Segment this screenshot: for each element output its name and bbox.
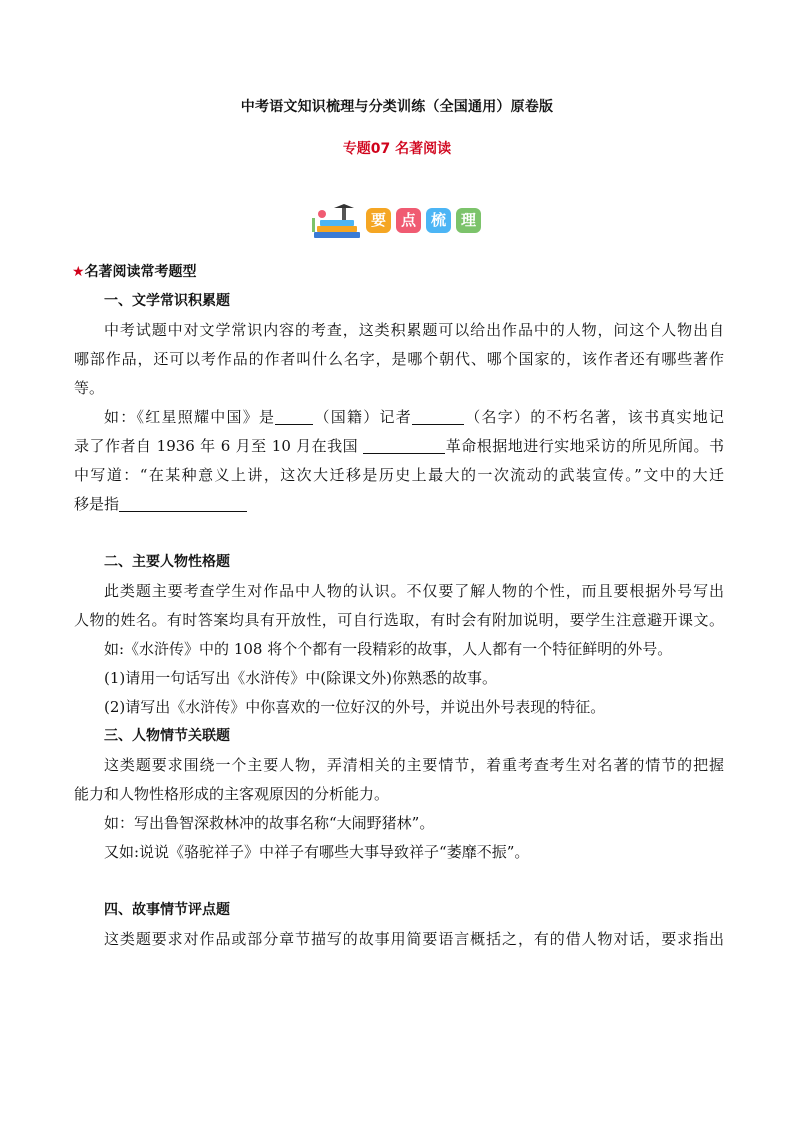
question-line: (1)请用一句话写出《水浒传》中(除课文外)你熟悉的故事。 xyxy=(104,669,497,687)
banner-char-2: 点 xyxy=(396,208,421,233)
example-line: 又如:说说《骆驼祥子》中祥子有哪些大事导致祥子“萎靡不振”。 xyxy=(104,843,530,861)
heading-character-personality: 二、主要人物性格题 xyxy=(104,554,230,570)
paragraph-line: 此类题主要考查学生对作品中人物的认识。不仅要了解人物的个性，而且要根据外号写出 xyxy=(104,582,724,600)
books-illustration-icon xyxy=(312,204,366,240)
document-body xyxy=(74,258,724,954)
example-line: 移是指 xyxy=(74,490,724,519)
example-line: 中写道：“在某种意义上讲，这次大迁移是历史上最大的一次流动的武装宣传。”文中的大迁 xyxy=(74,466,724,484)
answer-blank[interactable] xyxy=(363,437,445,454)
answer-blank[interactable] xyxy=(119,495,247,512)
document-title: 中考语文知识梳理与分类训练（全国通用）原卷版 xyxy=(240,99,554,115)
question-line: (2)请写出《水浒传》中你喜欢的一位好汉的外号，并说出外号表现的特征。 xyxy=(104,698,606,716)
answer-blank[interactable] xyxy=(275,408,313,425)
example-line: 如：写出鲁智深救林冲的故事名称“大闹野猪林”。 xyxy=(104,814,435,832)
paragraph-line: 中考试题中对文学常识内容的考查，这类积累题可以给出作品中的人物，问这个人物出自 xyxy=(104,321,724,339)
banner-char-4: 理 xyxy=(456,208,481,233)
star-icon: ★ xyxy=(72,264,85,280)
heading-character-plot: 三、人物情节关联题 xyxy=(104,728,230,744)
example-line: 录了作者自 1936 年 6 月至 10 月在我国 革命根据地进行实地采访的所见所闻。书 xyxy=(74,437,724,455)
banner-char-1: 要 xyxy=(366,208,391,233)
section-title: ★名著阅读常考题型 xyxy=(72,264,197,280)
banner-chars xyxy=(366,208,481,233)
paragraph-line: 哪部作品，还可以考作品的作者叫什么名字，是哪个朝代、哪个国家的，该作者还有哪些著作 xyxy=(74,350,724,368)
paragraph-line: 等。 xyxy=(74,379,105,397)
answer-blank[interactable] xyxy=(412,408,464,425)
paragraph-line: 这类题要求对作品或部分章节描写的故事用简要语言概括之，有的借人物对话，要求指出 xyxy=(104,930,724,948)
example-line: 如：《红星照耀中国》是 （国籍）记者 （名字）的不朽名著，该书真实地记 xyxy=(104,408,724,426)
heading-literary-knowledge: 一、文学常识积累题 xyxy=(104,293,230,309)
paragraph-line: 这类题要求围绕一个主要人物，弄清相关的主要情节，着重考查考生对名著的情节的把握 xyxy=(104,756,724,774)
paragraph-line: 人物的姓名。有时答案均具有开放性，可自行选取，有时会有附加说明，要学生注意避开课文。 xyxy=(74,611,724,629)
example-line: 如:《水浒传》中的 108 将个个都有一段精彩的故事，人人都有一个特征鲜明的外号。 xyxy=(104,640,673,658)
document-subtitle: 专题07 名著阅读 xyxy=(342,141,452,157)
banner-char-3: 梳 xyxy=(426,208,451,233)
paragraph-line: 能力和人物性格形成的主客观原因的分析能力。 xyxy=(74,785,390,803)
heading-plot-commentary: 四、故事情节评点题 xyxy=(104,902,230,918)
key-points-banner xyxy=(312,204,487,240)
